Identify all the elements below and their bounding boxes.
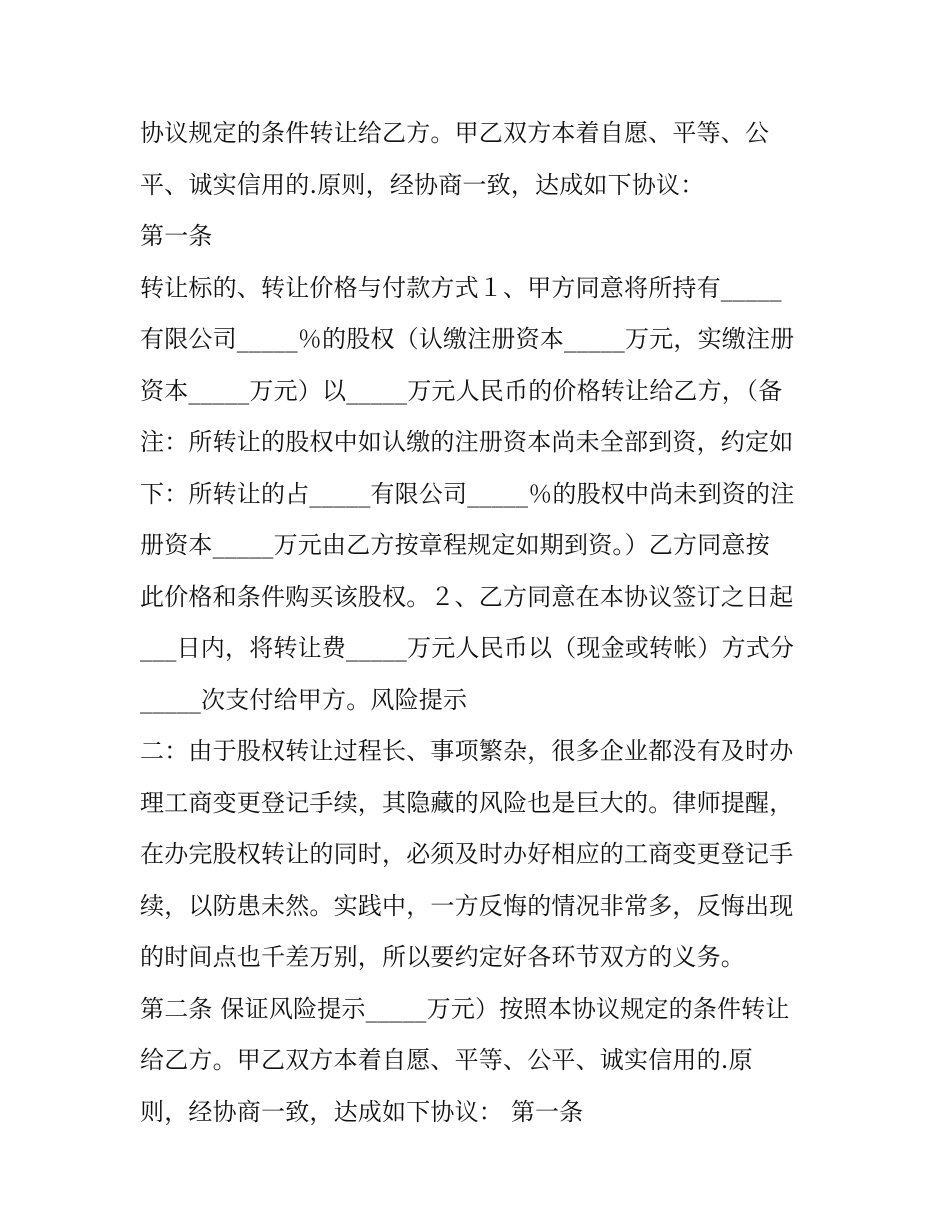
text-line-1: 协议规定的条件转让给乙方。甲乙双方本着自愿、平等、公: [140, 119, 770, 147]
text-line-4: 转让标的、转让价格与付款方式１、甲方同意将所持有_____: [140, 273, 782, 302]
text-line-12: _____次支付给甲方。风险提示: [140, 685, 468, 714]
text-line-19: 给乙方。甲乙双方本着自愿、平等、公平、诚实信用的.原: [140, 1046, 753, 1074]
section-heading-first-article: 第一条: [140, 222, 213, 250]
text-line-6: 资本_____万元）以_____万元人民币的价格转让给乙方，（备: [140, 376, 783, 405]
text-line-11: ___日内，将转让费_____万元人民币以（现金或转帐）方式分: [140, 634, 795, 662]
text-line-8: 下：所转让的占_____有限公司_____％的股权中尚未到资的注: [140, 479, 795, 508]
text-line-5: 有限公司_____％的股权（认缴注册资本_____万元，实缴注册: [140, 325, 795, 353]
document-body: [140, 108, 830, 1138]
text-line-15: 在办完股权转让的同时，必须及时办好相应的工商变更登记手: [140, 840, 794, 868]
text-line-2: 平、诚实信用的.原则，经协商一致，达成如下协议：: [140, 170, 705, 199]
text-line-14: 理工商变更登记手续，其隐藏的风险也是巨大的。律师提醒，: [140, 788, 794, 817]
text-line-17: 的时间点也千差万别，所以要约定好各环节双方的义务。: [140, 943, 745, 971]
text-line-13: 二：由于股权转让过程长、事项繁杂，很多企业都没有及时办: [140, 737, 794, 765]
text-line-9: 册资本_____万元由乙方按章程规定如期到资。）乙方同意按: [140, 531, 770, 559]
section-heading-second-article: 第二条 保证风险提示_____万元）按照本协议规定的条件转让: [140, 994, 790, 1023]
text-line-7: 注：所转让的股权中如认缴的注册资本尚未全部到资，约定如: [140, 428, 794, 456]
text-line-20: 则，经协商一致，达成如下协议： 第一条: [140, 1097, 584, 1126]
text-line-10: 此价格和条件购买该股权。２、乙方同意在本协议签订之日起: [140, 582, 794, 611]
text-line-16: 续，以防患未然。实践中，一方反悔的情况非常多，反悔出现: [140, 891, 794, 920]
